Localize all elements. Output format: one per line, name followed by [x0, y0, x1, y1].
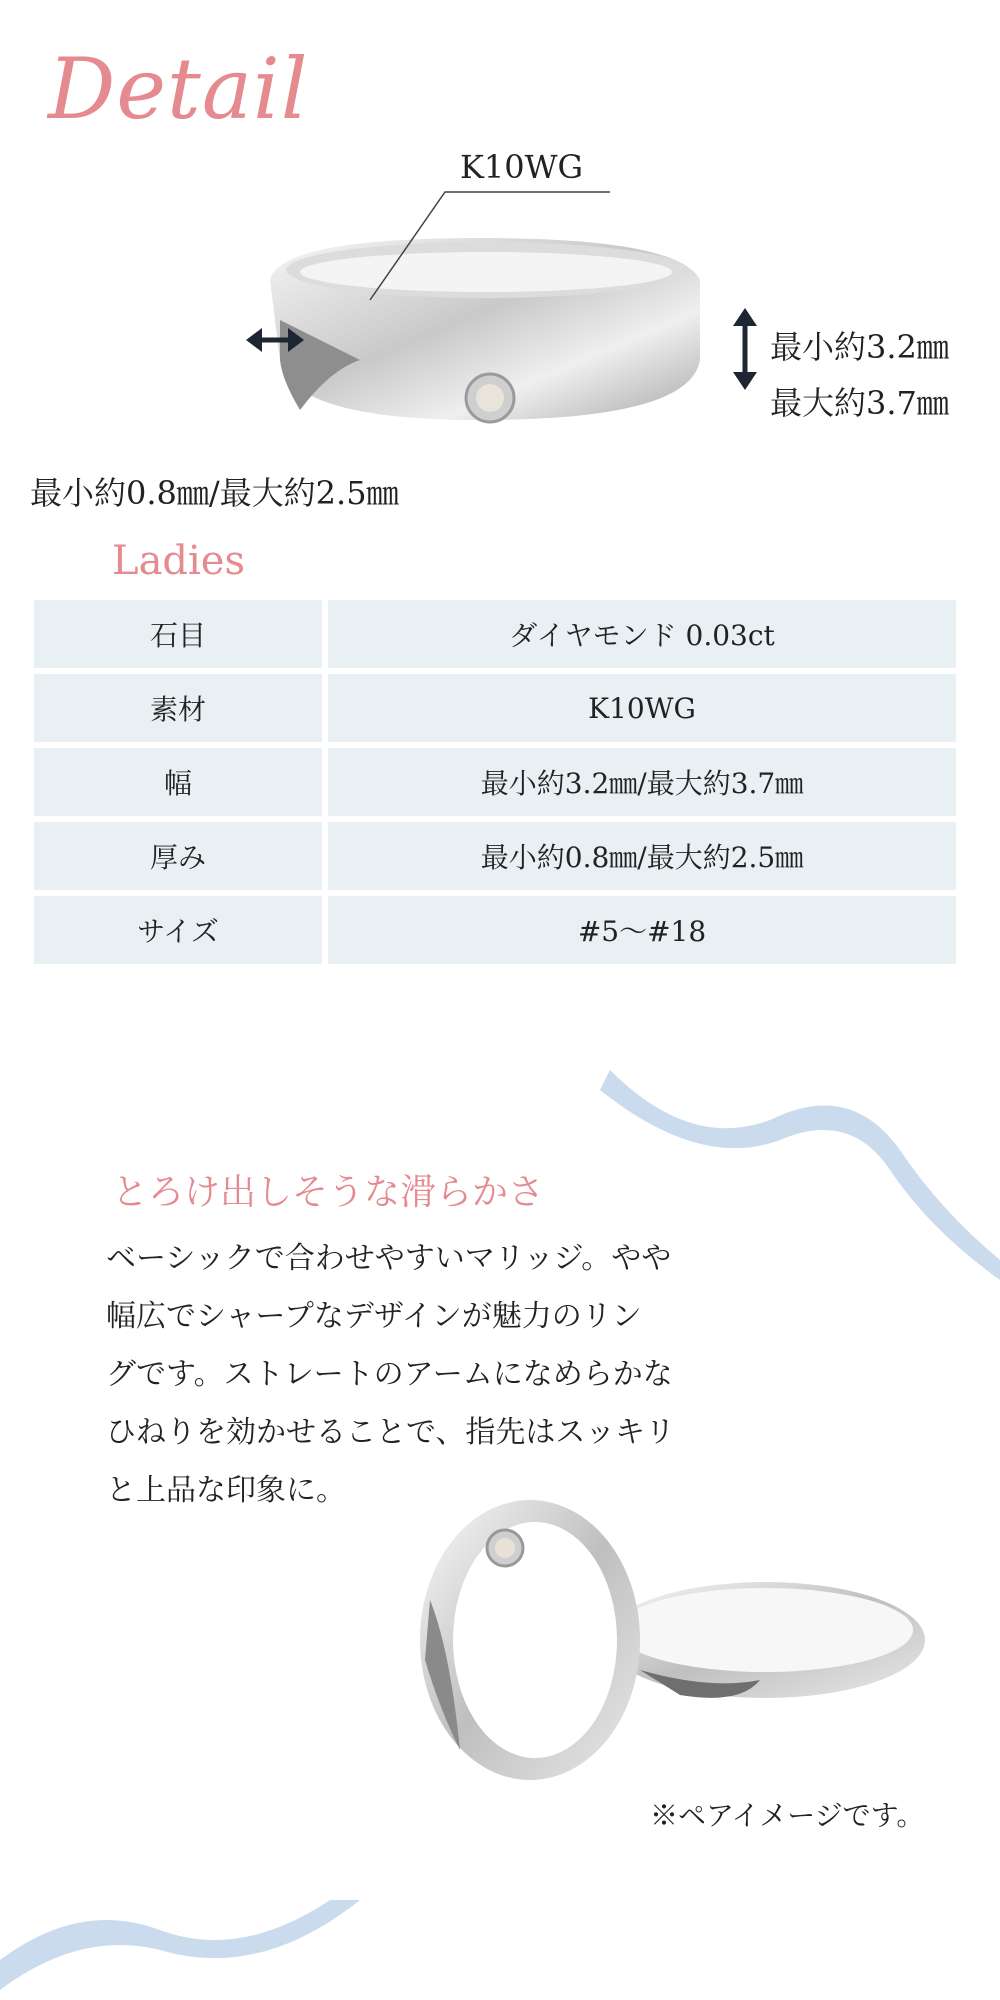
- table-row: [34, 822, 956, 890]
- ribbon-decoration-bottom-icon: [0, 1840, 360, 2000]
- material-label: K10WG: [460, 148, 584, 186]
- spec-value: K10WG: [328, 674, 956, 742]
- description-line: 幅広でシャープなデザインが魅力のリン: [106, 1299, 642, 1334]
- spec-value: 最小約3.2㎜/最大約3.7㎜: [328, 748, 956, 816]
- spec-key: 石目: [34, 600, 322, 668]
- table-row: [34, 896, 956, 964]
- spec-table: [28, 594, 962, 970]
- width-min-label: 最小約3.2㎜: [770, 328, 949, 366]
- table-row: [34, 674, 956, 742]
- description-line: ひねりを効かせることで、指先はスッキリ: [106, 1415, 676, 1450]
- description-line: と上品な印象に。: [106, 1473, 346, 1508]
- spec-key: 厚み: [34, 822, 322, 890]
- detail-title: Detail: [48, 40, 309, 138]
- width-arrow-icon: [733, 308, 757, 390]
- spec-key: 素材: [34, 674, 322, 742]
- spec-value: ダイヤモンド 0.03ct: [328, 600, 956, 668]
- feature-description: [106, 1230, 686, 1520]
- spec-key: サイズ: [34, 896, 322, 964]
- ring-image-single: [270, 238, 700, 422]
- feature-tagline: とろけ出しそうな滑らかさ: [112, 1172, 545, 1213]
- ring-image-pair: [380, 1490, 940, 1790]
- ladies-title: Ladies: [112, 538, 246, 584]
- spec-value: 最小約0.8㎜/最大約2.5㎜: [328, 822, 956, 890]
- pair-image-note: ※ペアイメージです。: [650, 1799, 925, 1832]
- thickness-label: 最小約0.8㎜/最大約2.5㎜: [30, 474, 399, 512]
- width-max-label: 最大約3.7㎜: [770, 384, 949, 422]
- spec-value: #5〜#18: [328, 896, 956, 964]
- spec-key: 幅: [34, 748, 322, 816]
- table-row: [34, 600, 956, 668]
- description-line: ベーシックで合わせやすいマリッジ。やや: [106, 1241, 672, 1276]
- description-line: グです。ストレートのアームになめらかな: [106, 1357, 673, 1392]
- table-row: [34, 748, 956, 816]
